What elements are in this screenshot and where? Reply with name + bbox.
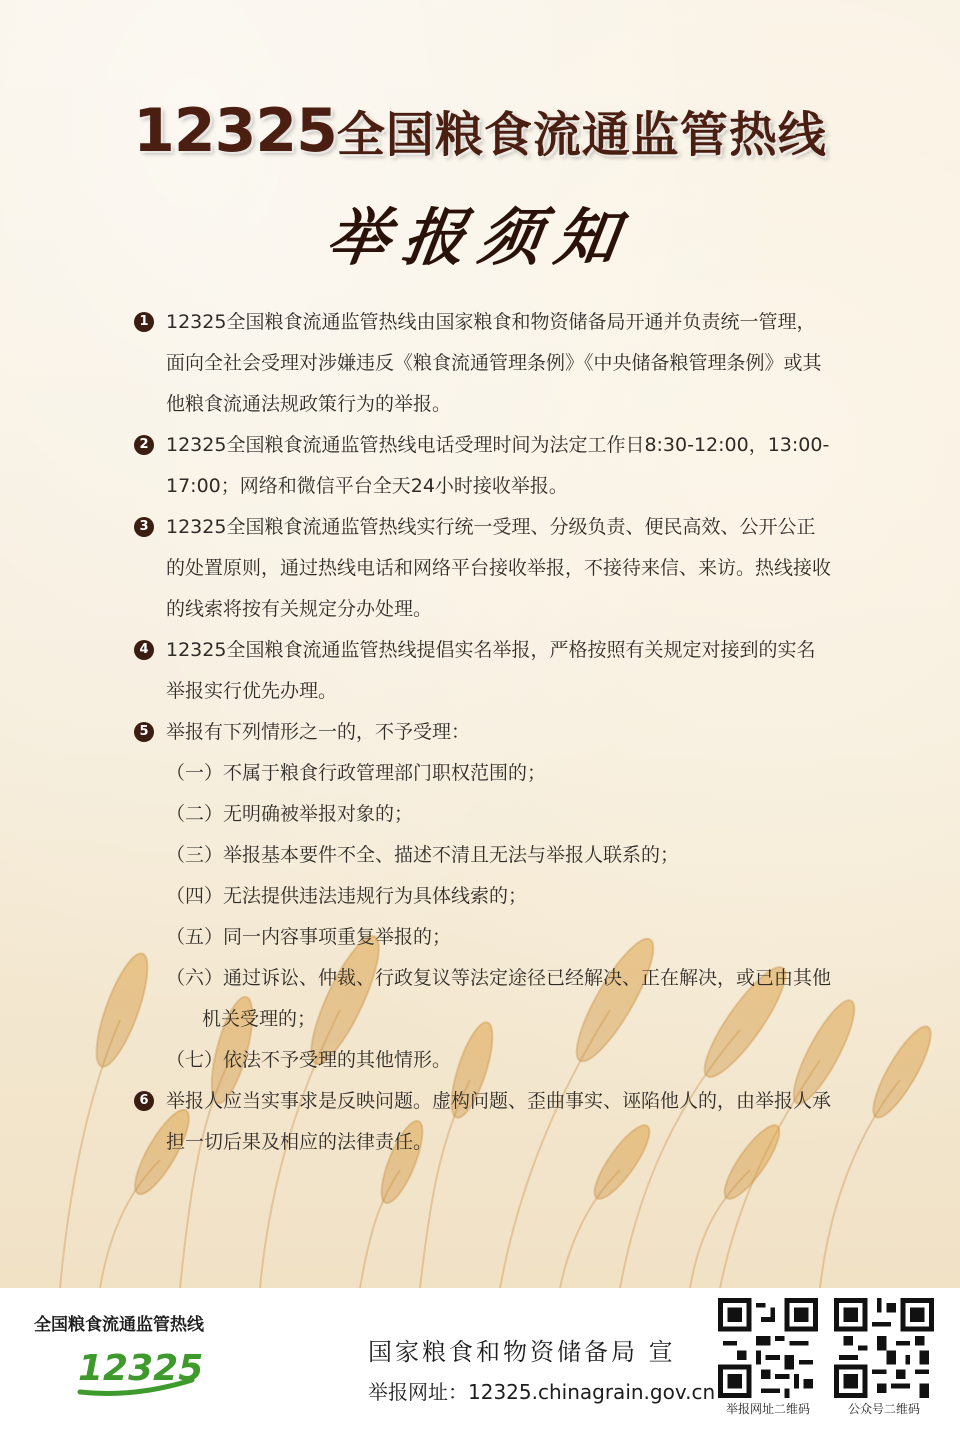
notice-text-1: 12325全国粮食流通监管热线由国家粮食和物资储备局开通并负责统一管理，面向全社会受理对涉嫌违反《粮食流通管理条例》《中央储备粮管理条例》或其他粮食流通法规政策行为的举报。 (166, 311, 822, 415)
title-text: 全国粮食流通监管热线 (336, 107, 827, 163)
notice-text-6: 举报人应当实事求是反映问题。虚构问题、歪曲事实、诬陷他人的，由举报人承担一切后果及相应的法律责任。 (166, 1090, 832, 1153)
notice-text-3: 12325全国粮食流通监管热线实行统一受理、分级负责、便民高效、公开公正的处置原则，通过热线电话和网络平台接收举报，不接待来信、来访。热线接收的线索将按有关规定分办处理。 (166, 516, 832, 620)
notice-text-5: 举报有下列情形之一的，不予受理： (166, 721, 471, 743)
sub-item-4: （四）无法提供违法违规行为具体线索的； (166, 885, 528, 907)
notice-item-5 (134, 712, 834, 753)
sub-item-5: （五）同一内容事项重复举报的； (166, 926, 452, 948)
sub-item-1: （一）不属于粮食行政管理部门职权范围的； (166, 762, 547, 784)
badge-4: 4 (134, 640, 154, 660)
sub-item-7: （七）依法不予受理的其他情形。 (166, 1049, 452, 1071)
notice-text-2: 12325全国粮食流通监管热线电话受理时间为法定工作日8:30-12:00，13:00-17:00；网络和微信平台全天24小时接收举报。 (166, 434, 830, 497)
sub-item-2: （二）无明确被举报对象的； (166, 803, 414, 825)
sub-item-6: （六）通过诉讼、仲裁、行政复议等法定途径已经解决、正在解决，或已由其他机关受理的； (166, 967, 832, 1030)
qr2-caption: 公众号二维码 (847, 1402, 920, 1416)
notice-text-4: 12325全国粮食流通监管热线提倡实名举报，严格按照有关规定对接到的实名举报实行优先办理。 (166, 639, 816, 702)
sub-item-3: （三）举报基本要件不全、描述不清且无法与举报人联系的； (166, 844, 680, 866)
footer-url[interactable]: 举报网址：12325.chinagrain.gov.cn (368, 1380, 716, 1404)
badge-1: 1 (134, 312, 154, 332)
qr1-caption: 举报网址二维码 (725, 1402, 810, 1416)
footer-brand: 全国粮食流通监管热线 (34, 1315, 204, 1335)
hotline-logo (74, 1340, 204, 1400)
notice-content (134, 302, 834, 1163)
badge-5: 5 (134, 722, 154, 742)
qr-code-official-account[interactable] (834, 1298, 934, 1398)
notice-item-6 (134, 1081, 834, 1163)
page-subtitle: 举报须知 (322, 201, 637, 274)
badge-3: 3 (134, 517, 154, 537)
notice-item-2 (134, 425, 834, 507)
badge-2: 2 (134, 435, 154, 455)
page-title (0, 96, 960, 166)
footer (0, 1288, 960, 1430)
qr-code-report-site[interactable] (718, 1298, 818, 1398)
notice-item-4 (134, 630, 834, 712)
notice-item-1 (134, 302, 834, 425)
title-number: 12325 (133, 96, 337, 166)
logo-text: 12325 (78, 1348, 204, 1389)
badge-6: 6 (134, 1091, 154, 1111)
notice-item-3 (134, 507, 834, 630)
footer-bureau: 国家粮食和物资储备局 宣 (368, 1338, 676, 1366)
